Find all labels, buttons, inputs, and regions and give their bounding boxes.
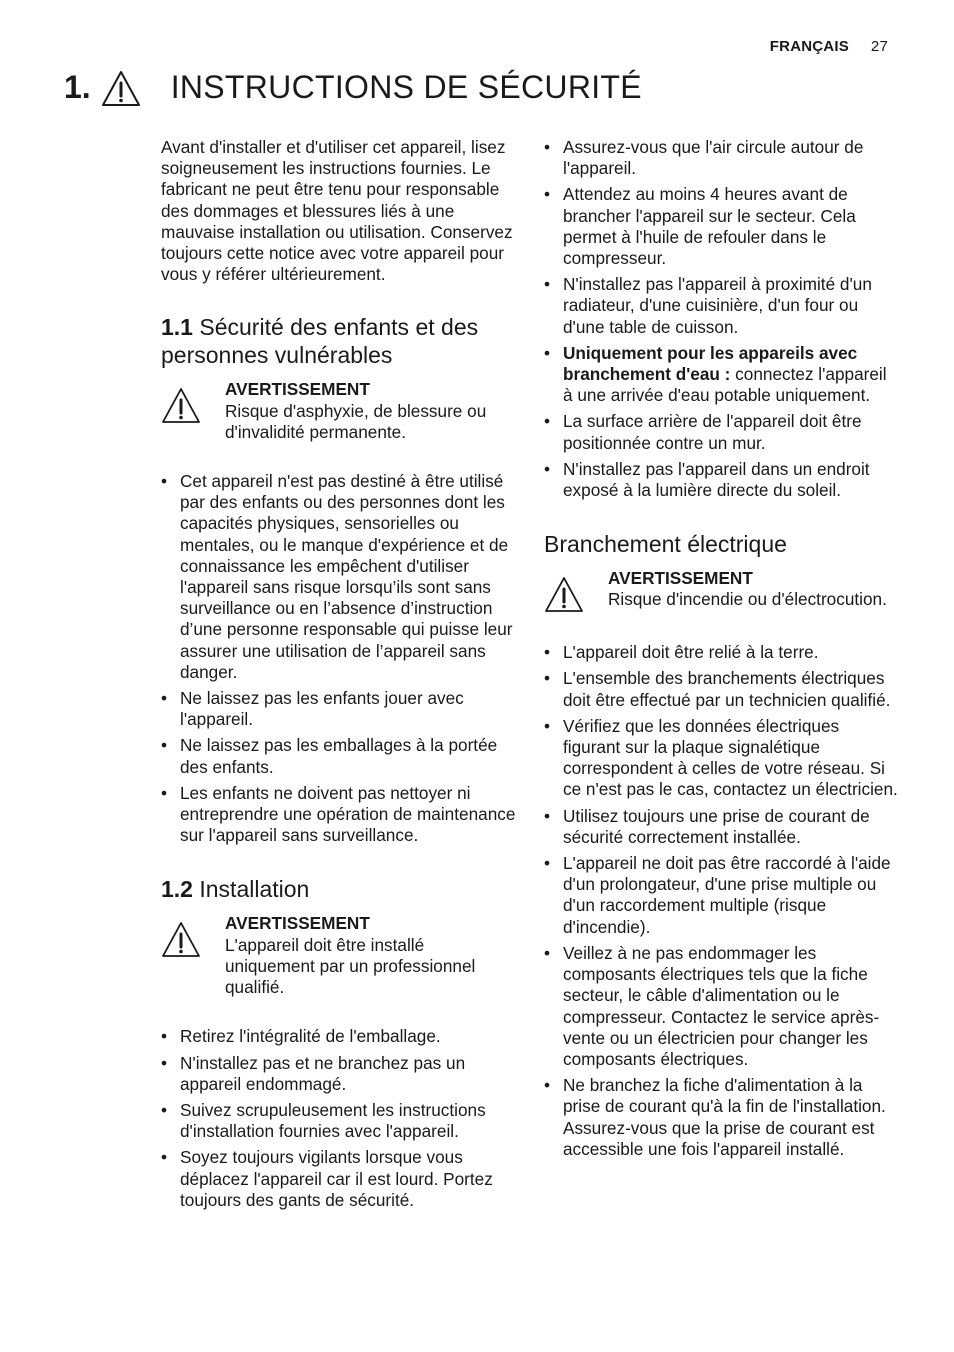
- warning-triangle-icon: [544, 576, 584, 614]
- list-item: • Utilisez toujours une prise de courant de sécurité correctement installée.: [544, 806, 900, 848]
- list-item: • N'installez pas l'appareil à proximité d'un radiateur, d'une cuisinière, d'un four ou d'une table de cuisson.: [544, 274, 900, 338]
- left-column: [161, 137, 517, 1216]
- section-heading-1-2: 1.2 Installation: [161, 876, 310, 903]
- list-item: • L'appareil doit être relié à la terre.: [544, 642, 900, 663]
- list-item: • N'installez pas l'appareil dans un endroit exposé à la lumière directe du soleil.: [544, 459, 900, 501]
- list-item: • Retirez l'intégralité de l'emballage.: [161, 1026, 517, 1047]
- installation-list: [161, 1026, 517, 1211]
- chapter-title: [64, 66, 642, 108]
- children-safety-list: [161, 471, 517, 846]
- list-item: • L'ensemble des branchements électriques doit être effectué par un technicien qualifié.: [544, 668, 900, 710]
- warning-text: Risque d'incendie ou d'électrocution.: [608, 589, 887, 610]
- list-item: • Cet appareil n'est pas destiné à être utilisé par des enfants ou des personnes dont les capacités physiques, sensorielles ou mentales, ou le manque d'expérience et de connaissance les empêchent d'utiliser l'appareil sans risque lorsqu’ils sont sans surveillance ou en l’absence d’instruction d’une personne responsable qui puisse leur assurer une utilisation de l’appareil sans danger.: [161, 471, 517, 683]
- list-item: • La surface arrière de l'appareil doit être positionnée contre un mur.: [544, 411, 900, 453]
- list-item: • Assurez-vous que l'air circule autour de l'appareil.: [544, 137, 900, 179]
- intro-paragraph: Avant d'installer et d'utiliser cet appareil, lisez soigneusement les instructions fournies. Le fabricant ne peut être tenu pour responsable des dommages et blessures liés à une mauvaise installation ou utilisation. Conservez toujours cette notice avec votre appareil pour vous y référer ultérieurement.: [161, 137, 513, 285]
- warning-title: AVERTISSEMENT: [225, 913, 370, 934]
- warning-triangle-icon: [101, 70, 141, 108]
- list-item: • Ne laissez pas les emballages à la portée des enfants.: [161, 735, 517, 777]
- warning-text: L'appareil doit être installé uniquement par un professionnel qualifié.: [225, 934, 476, 998]
- list-item: • Veillez à ne pas endommager les composants électriques tels que la fiche secteur, le câble d'alimentation ou le compresseur. Contactez le service après-vente ou un électricien pour changer les composants électriques.: [544, 943, 900, 1070]
- list-item: • Suivez scrupuleusement les instructions d'installation fournies avec l'appareil.: [161, 1100, 517, 1142]
- warning-box: [161, 379, 517, 443]
- right-column: [544, 137, 900, 1165]
- list-item-water: [544, 343, 900, 407]
- section-heading-1-1: 1.1 Sécurité des enfants et des personnes vulnérables: [161, 314, 479, 369]
- warning-box: [544, 568, 900, 614]
- page-number: 27: [870, 38, 888, 55]
- chapter-heading: INSTRUCTIONS DE SÉCURITÉ: [170, 68, 642, 105]
- water-item-bold: Uniquement pour les appareils avec branchement d'eau :: [563, 342, 858, 385]
- installation-list-continued: [544, 137, 900, 501]
- water-item-text: connectez l'appareil à une arrivée d'eau potable uniquement.: [563, 364, 887, 406]
- list-item: • Soyez toujours vigilants lorsque vous déplacez l'appareil car il est lourd. Portez toujours des gants de sécurité.: [161, 1147, 517, 1211]
- list-item: • Ne laissez pas les enfants jouer avec l'appareil.: [161, 688, 517, 730]
- language-label: FRANÇAIS: [769, 38, 849, 55]
- list-item: • N'installez pas et ne branchez pas un appareil endommagé.: [161, 1053, 517, 1095]
- warning-triangle-icon: [161, 387, 201, 425]
- list-item: • Les enfants ne doivent pas nettoyer ni entreprendre une opération de maintenance sur l'appareil sans surveillance.: [161, 783, 517, 847]
- warning-text: Risque d'asphyxie, de blessure ou d'invalidité permanente.: [225, 400, 487, 442]
- page-header: [770, 38, 888, 55]
- chapter-number: 1.: [64, 68, 91, 105]
- electrical-list: [544, 642, 900, 1160]
- warning-title: AVERTISSEMENT: [225, 379, 370, 400]
- warning-title: AVERTISSEMENT: [608, 568, 753, 589]
- list-item: • Vérifiez que les données électriques figurant sur la plaque signalétique correspondent à celles de votre réseau. Si ce n'est pas le cas, contactez un électricien.: [544, 716, 900, 801]
- list-item: • L'appareil ne doit pas être raccordé à l'aide d'un prolongateur, d'une prise multiple ou d'un raccordement multiple (risque d'incendie).: [544, 853, 900, 938]
- warning-box: [161, 913, 517, 998]
- list-item: • Ne branchez la fiche d'alimentation à la prise de courant qu'à la fin de l'installation. Assurez-vous que la prise de courant est accessible une fois l'appareil installé.: [544, 1075, 900, 1160]
- list-item: • Attendez au moins 4 heures avant de brancher l'appareil sur le secteur. Cela permet à l'huile de refouler dans le compresseur.: [544, 184, 900, 269]
- warning-triangle-icon: [161, 921, 201, 959]
- section-heading-electrical: Branchement électrique: [544, 531, 787, 558]
